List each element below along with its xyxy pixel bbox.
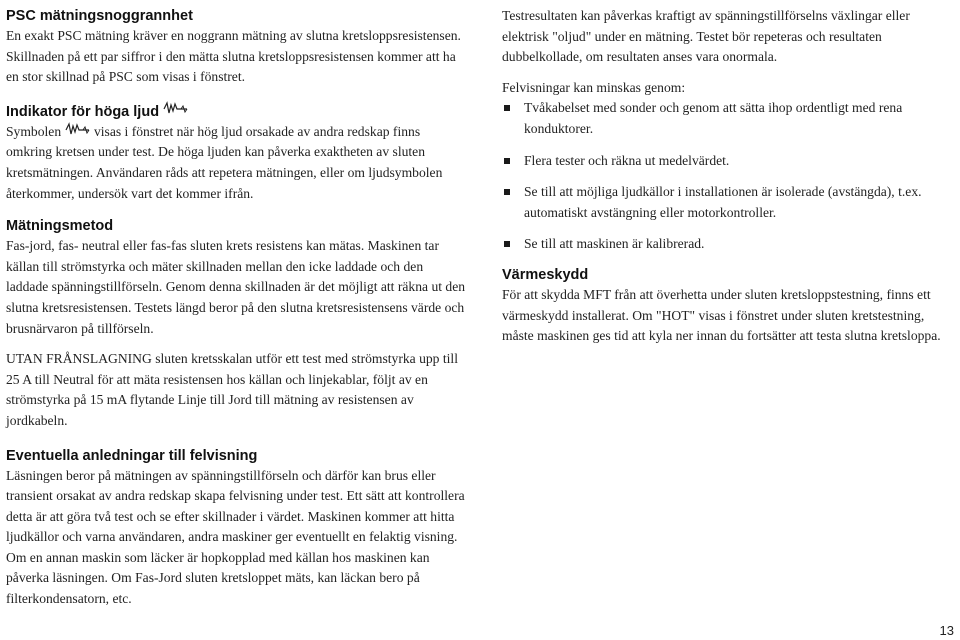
list-item (502, 98, 954, 139)
heat-protection-heading: Värmeskydd (502, 266, 589, 283)
list-item-text: Se till att maskinen är kalibrerad. (524, 236, 705, 252)
reduce-errors-list (502, 98, 954, 255)
psc-accuracy-body: En exakt PSC mätning kräver en noggrann mätning av slutna kretsloppsresistensen. Skillnaden på ett par siffror i den mätta slutna kretsloppsresistensen kommer att ha en stor skillnad på PSC som visas i fönstret. (6, 28, 461, 85)
bullet-square-icon (504, 189, 510, 195)
bullet-square-icon (504, 241, 510, 247)
list-item (502, 234, 954, 255)
right-column (502, 6, 954, 347)
measurement-method-heading: Mätningsmetod (6, 218, 114, 235)
noise-body-rest: visas i fönstret när hög ljud orsakade av andra redskap finns omkring kretsen under test. De höga ljuden kan påverka exaktheten av sluten kretsmätningen. Användaren råds att repetera mätningen, eller om ljudsymbolen återkommer, undersök vart det kommer ifrån. (6, 123, 443, 201)
noise-icon (163, 100, 189, 118)
list-item-text: Tvåkabelset med sonder och genom att sätta ihop ordentligt med rena konduktorer. (524, 100, 903, 136)
page-number: 13 (939, 623, 954, 638)
bullet-square-icon (504, 105, 510, 111)
list-item-text: Flera tester och räkna ut medelvärdet. (524, 152, 730, 168)
error-causes-heading: Eventuella anledningar till felvisning (6, 447, 258, 464)
bullet-square-icon (504, 158, 510, 164)
psc-accuracy-heading: PSC mätningsnoggrannhet (6, 8, 193, 24)
measurement-method-body-2: UTAN FRÅNSLAGNING sluten kretsskalan utför ett test med strömstyrka upp till 25 A till Neutral för att mäta resistensen hos källan och linjekablar, följt av en strömstyrka på 15 mA flytande Linje till Jord till mätning av resistensen av jordkabeln. (6, 351, 458, 428)
left-column (6, 6, 468, 610)
test-results-intro: Testresultaten kan påverkas kraftigt av spänningstillförselns växlingar eller elektrisk "oljud" under en mätning. Testet bör repeteras och resultaten dubbelkollade, om resultaten anses vara onormala. (502, 8, 910, 65)
noise-indicator-heading-text: Indikator för höga ljud (6, 103, 160, 120)
list-item-text: Se till att möjliga ljudkällor i installationen är isolerade (avstängda), t.ex. automatiskt avstängning eller motorkontroller. (524, 184, 922, 220)
noise-body-prefix: Symbolen (6, 123, 62, 139)
measurement-method-body-1: Fas-jord, fas- neutral eller fas-fas sluten krets resistens kan mätas. Maskinen tar källan till strömstyrka och mäter skillnaden mellan den icke laddade och den laddade spänningstillförseln. Genom denna skillnaden är det möjligt att räkna ut den slutna kretsresistensen. Testets längd beror på den slutna kretsresistensens värde och brusnärvaron på tillförseln. (6, 238, 466, 336)
noise-indicator-heading (6, 100, 468, 122)
list-item (502, 182, 954, 223)
error-causes-body: Läsningen beror på mätningen av spänningstillförseln och därför kan brus eller transient orsakat av andra redskap skapa felvisning under test. Ett sätt att kontrollera detta är att göra två test och se efter skillnader i värdet. Maskinen kommer att hitta ljudkällor och varna användaren, andra maskiner ger eventuellt en felaktig visning. Om en annan maskin som läcker är hopkopplad med källan hos maskinen kan påverka läsningen. Om Fas-Jord sluten kretsloppet mäts, kan läckan bero på filterkondensatorn, etc. (6, 467, 465, 607)
noise-indicator-body (6, 122, 468, 204)
reduce-errors-intro: Felvisningar kan minskas genom: (502, 79, 686, 95)
noise-icon-inline (65, 122, 91, 138)
list-item (502, 151, 954, 172)
heat-protection-body: För att skydda MFT från att överhetta under sluten kretsloppstestning, finns ett värmeskydd installerat. Om "HOT" visas i fönstret under sluten kretstestning, måste maskinen ges tid att kyla ner innan du fortsätter att testa slutna kretsloppa. (502, 286, 941, 344)
